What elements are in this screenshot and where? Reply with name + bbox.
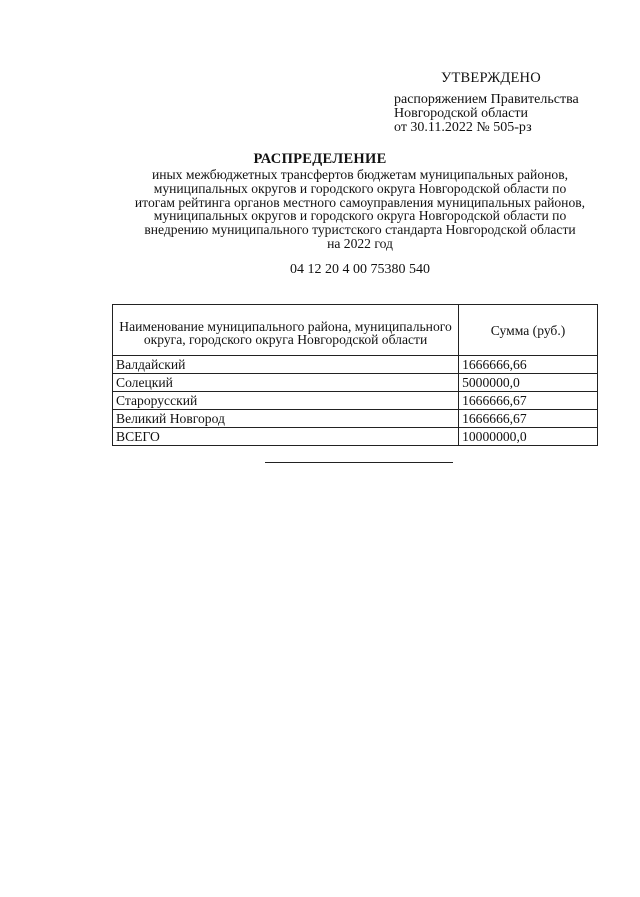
- total-label-cell: ВСЕГО: [113, 428, 459, 446]
- budget-classification-code: 04 12 20 4 00 75380 540: [290, 262, 430, 277]
- table-row: [113, 392, 598, 410]
- approval-title: УТВЕРЖДЕНО: [441, 70, 541, 86]
- table-header-row: [113, 305, 598, 356]
- table-row: [113, 356, 598, 374]
- document-title: РАСПРЕДЕЛЕНИЕ: [253, 151, 387, 167]
- approval-block: [394, 71, 614, 135]
- approval-line-authority: распоряжением Правительства: [394, 92, 579, 107]
- subtitle-line: иных межбюджетных трансфертов бюджетам муниципальных районов,: [151, 167, 569, 182]
- header-name-column: Наименование муниципального района, муниципального округа, городского округа Новгородской области: [113, 305, 459, 356]
- subtitle-line: на 2022 год: [327, 235, 393, 251]
- district-name-cell: Старорусский: [113, 392, 459, 410]
- header-sum-column: Сумма (руб.): [459, 305, 598, 356]
- sum-cell: 1666666,67: [459, 392, 598, 410]
- subtitle-line: муниципальных округов и городского округа Новгородской области по: [153, 208, 567, 224]
- table-row: [113, 410, 598, 428]
- total-sum-cell: 10000000,0: [459, 428, 598, 446]
- document-subtitle: [100, 168, 620, 251]
- sum-cell: 1666666,66: [459, 356, 598, 374]
- district-name-cell: Великий Новгород: [113, 410, 459, 428]
- subtitle-line: муниципальных округов и городского округа Новгородской области по: [153, 180, 567, 196]
- table-row: [113, 374, 598, 392]
- distribution-table: [112, 304, 598, 446]
- subtitle-line: внедрению муниципального туристского стандарта Новгородской области: [144, 222, 576, 238]
- approval-line-date-number: от 30.11.2022 № 505-рз: [394, 120, 532, 135]
- approval-line-region: Новгородской области: [394, 106, 528, 121]
- district-name-cell: Валдайский: [113, 356, 459, 374]
- sum-cell: 1666666,67: [459, 410, 598, 428]
- closing-divider: [265, 462, 453, 463]
- sum-cell: 5000000,0: [459, 374, 598, 392]
- table-total-row: [113, 428, 598, 446]
- subtitle-line: итогам рейтинга органов местного самоуправления муниципальных районов,: [134, 194, 586, 210]
- district-name-cell: Солецкий: [113, 374, 459, 392]
